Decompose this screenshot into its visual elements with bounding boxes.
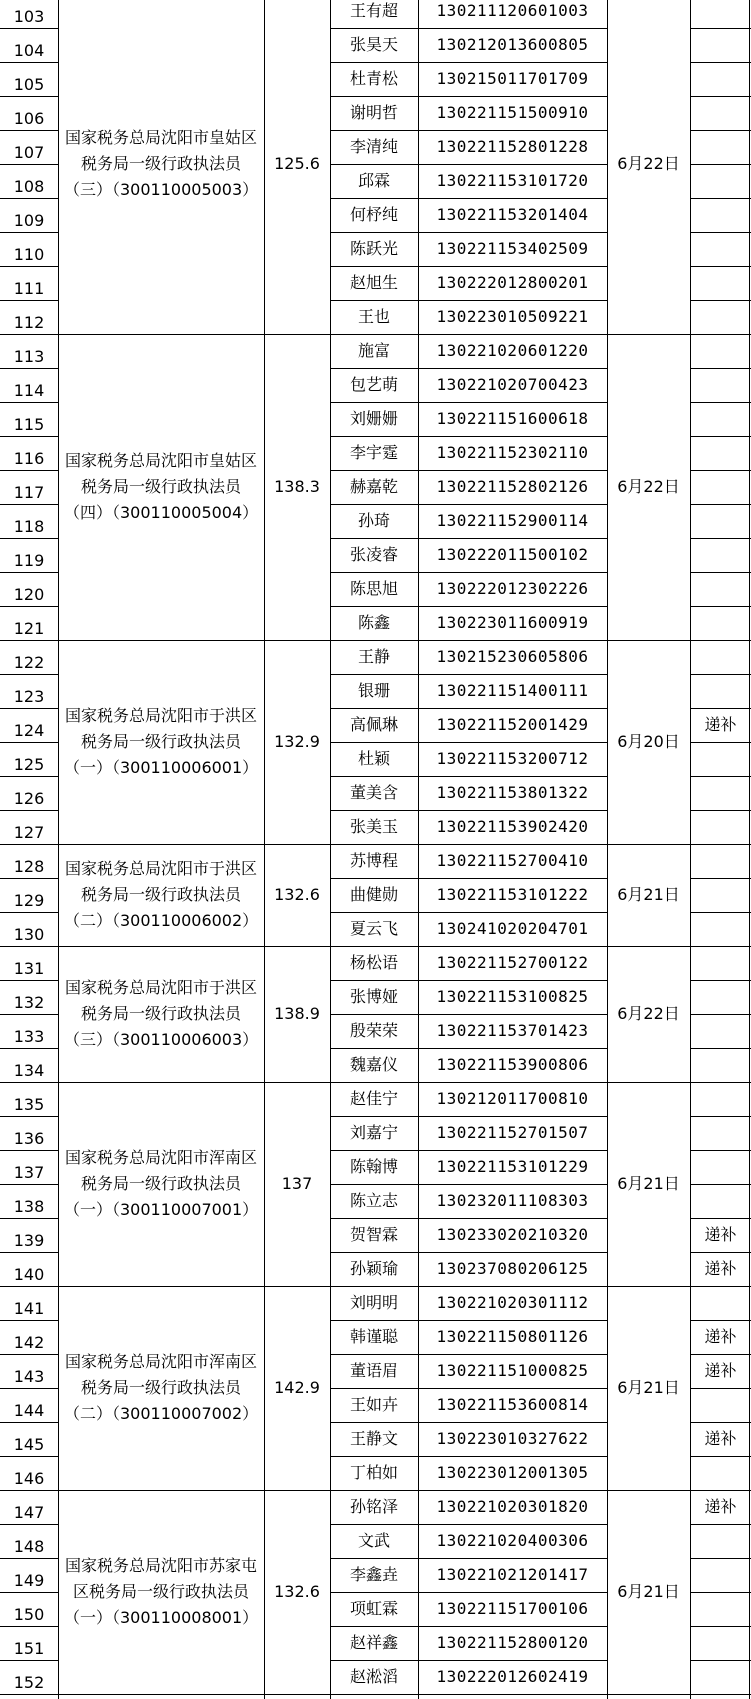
remark xyxy=(690,640,751,674)
post-name: 国家税务总局沈阳市皇姑区税务局一级行政执法员（四）（300110005004） xyxy=(64,451,259,522)
candidate-name: 苏博程 xyxy=(349,851,398,870)
candidate-name: 王静 xyxy=(357,647,390,666)
candidate-name: 刘姗姗 xyxy=(349,409,398,428)
row-number: 142 xyxy=(13,1333,45,1352)
interview-date: 6月20日 xyxy=(617,732,680,751)
cutoff-score: 132.6 xyxy=(274,885,320,904)
grid-line xyxy=(58,0,59,1699)
row-number: 134 xyxy=(13,1061,45,1080)
remark xyxy=(690,1626,751,1660)
interview-date: 6月21日 xyxy=(617,1378,680,1397)
interview-date: 6月21日 xyxy=(617,885,680,904)
candidate-name: 张美玉 xyxy=(349,817,398,836)
grid-line xyxy=(330,0,331,1699)
row-number: 126 xyxy=(13,789,45,808)
row-number: 118 xyxy=(13,517,45,536)
remark xyxy=(690,1524,751,1558)
candidate-name: 杜青松 xyxy=(349,69,398,88)
grid-line xyxy=(607,0,608,1699)
exam-id: 130223010509221 xyxy=(436,307,589,326)
candidate-name: 孙颖瑜 xyxy=(349,1259,398,1278)
remark xyxy=(690,810,751,844)
remark xyxy=(690,198,751,232)
candidate-name: 孙琦 xyxy=(357,511,390,530)
cutoff-score: 132.9 xyxy=(274,732,320,751)
row-number: 143 xyxy=(13,1367,45,1386)
row-number: 106 xyxy=(13,109,45,128)
row-number: 140 xyxy=(13,1265,45,1284)
remark xyxy=(690,674,751,708)
exam-id: 130221153900806 xyxy=(436,1055,589,1074)
row-number: 132 xyxy=(13,993,45,1012)
interview-date: 6月22日 xyxy=(617,477,680,496)
row-number: 120 xyxy=(13,585,45,604)
remark xyxy=(690,606,751,640)
remark xyxy=(690,1014,751,1048)
candidate-name: 陈跃光 xyxy=(349,239,398,258)
remark xyxy=(690,1592,751,1626)
remark xyxy=(690,402,751,436)
candidate-name: 杨松语 xyxy=(349,953,398,972)
row-number: 116 xyxy=(13,449,45,468)
exam-id: 130233020210320 xyxy=(436,1225,589,1244)
interview-date: 6月22日 xyxy=(617,1004,680,1023)
exam-id: 130221151700106 xyxy=(436,1599,589,1618)
candidate-name: 陈思旭 xyxy=(349,579,398,598)
remark xyxy=(690,470,751,504)
exam-id: 130215230605806 xyxy=(436,647,589,666)
row-number: 108 xyxy=(13,177,45,196)
exam-id: 130221153801322 xyxy=(436,783,589,802)
row-number: 124 xyxy=(13,721,45,740)
row-number: 103 xyxy=(13,7,45,26)
exam-id: 130221152701507 xyxy=(436,1123,589,1142)
remark: 递补 xyxy=(704,1259,737,1278)
grid-line xyxy=(418,0,419,1699)
remark xyxy=(690,538,751,572)
row-number: 125 xyxy=(13,755,45,774)
exam-id: 130221153101229 xyxy=(436,1157,589,1176)
candidate-name: 王有超 xyxy=(349,1,398,20)
remark xyxy=(690,0,751,28)
row-number: 122 xyxy=(13,653,45,672)
candidate-name: 王也 xyxy=(357,307,390,326)
exam-id: 130222011500102 xyxy=(436,545,589,564)
candidate-name: 包艺萌 xyxy=(349,375,398,394)
row-number: 111 xyxy=(13,279,45,298)
grid-line xyxy=(264,0,265,1699)
row-number: 148 xyxy=(13,1537,45,1556)
cutoff-score: 142.9 xyxy=(274,1378,320,1397)
remark: 递补 xyxy=(704,1361,737,1380)
remark xyxy=(690,504,751,538)
post-name: 国家税务总局沈阳市浑南区税务局一级行政执法员（二）（300110007002） xyxy=(64,1352,259,1423)
row-number: 128 xyxy=(13,857,45,876)
cutoff-score: 138.9 xyxy=(274,1004,320,1023)
exam-id: 130221153600814 xyxy=(436,1395,589,1414)
candidate-name: 丁柏如 xyxy=(349,1463,398,1482)
candidate-name: 张博娅 xyxy=(349,987,398,1006)
exam-id: 130237080206125 xyxy=(436,1259,589,1278)
exam-id: 130221152302110 xyxy=(436,443,589,462)
candidate-name: 殷荣荣 xyxy=(349,1021,398,1040)
cutoff-score: 125.6 xyxy=(274,154,320,173)
exam-id: 130215011701709 xyxy=(436,69,589,88)
remark xyxy=(690,96,751,130)
remark xyxy=(690,1048,751,1082)
row-number: 144 xyxy=(13,1401,45,1420)
candidate-name: 陈立志 xyxy=(349,1191,398,1210)
candidate-name: 赵淞滔 xyxy=(349,1667,398,1686)
remark xyxy=(690,266,751,300)
remark xyxy=(690,572,751,606)
candidate-name: 韩谨聪 xyxy=(349,1327,398,1346)
exam-id: 130221150801126 xyxy=(436,1327,589,1346)
exam-id: 130221151400111 xyxy=(436,681,589,700)
row-number: 121 xyxy=(13,619,45,638)
exam-id: 130221020400306 xyxy=(436,1531,589,1550)
row-number: 146 xyxy=(13,1469,45,1488)
candidate-name: 张凌睿 xyxy=(349,545,398,564)
exam-id: 130223011600919 xyxy=(436,613,589,632)
row-number: 127 xyxy=(13,823,45,842)
exam-id: 130211120601003 xyxy=(436,1,589,20)
interview-date: 6月22日 xyxy=(617,154,680,173)
remark xyxy=(690,368,751,402)
post-name: 国家税务总局沈阳市于洪区税务局一级行政执法员（一）（300110006001） xyxy=(64,706,259,777)
exam-id: 130221020301820 xyxy=(436,1497,589,1516)
grid-line xyxy=(690,0,691,1699)
row-number: 131 xyxy=(13,959,45,978)
row-number: 129 xyxy=(13,891,45,910)
row-number: 109 xyxy=(13,211,45,230)
candidate-name: 杜颖 xyxy=(357,749,390,768)
candidate-name: 夏云飞 xyxy=(349,919,398,938)
row-number: 149 xyxy=(13,1571,45,1590)
exam-id: 130221152001429 xyxy=(436,715,589,734)
row-number: 151 xyxy=(13,1639,45,1658)
row-number: 135 xyxy=(13,1095,45,1114)
candidate-name: 李宇霆 xyxy=(349,443,398,462)
row-number: 141 xyxy=(13,1299,45,1318)
candidate-name: 高佩琳 xyxy=(349,715,398,734)
exam-id: 130221153701423 xyxy=(436,1021,589,1040)
row-number: 123 xyxy=(13,687,45,706)
candidate-name: 王如卉 xyxy=(349,1395,398,1414)
row-number: 114 xyxy=(13,381,45,400)
row-number: 110 xyxy=(13,245,45,264)
exam-id: 130221152801228 xyxy=(436,137,589,156)
remark xyxy=(690,436,751,470)
candidate-name: 贺智霖 xyxy=(349,1225,398,1244)
exam-id: 130221151500910 xyxy=(436,103,589,122)
remark xyxy=(690,1116,751,1150)
row-number: 112 xyxy=(13,313,45,332)
candidate-name: 王静文 xyxy=(349,1429,398,1448)
row-number: 115 xyxy=(13,415,45,434)
exam-id: 130221152700122 xyxy=(436,953,589,972)
exam-id: 130222012302226 xyxy=(436,579,589,598)
exam-id: 130241020204701 xyxy=(436,919,589,938)
candidate-name: 魏嘉仪 xyxy=(349,1055,398,1074)
interview-date: 6月21日 xyxy=(617,1174,680,1193)
remark xyxy=(690,912,751,946)
row-number: 113 xyxy=(13,347,45,366)
interview-date: 6月21日 xyxy=(617,1582,680,1601)
remark xyxy=(690,232,751,266)
exam-id: 130232011108303 xyxy=(436,1191,589,1210)
remark xyxy=(690,1150,751,1184)
remark xyxy=(690,300,751,334)
exam-id: 130221153200712 xyxy=(436,749,589,768)
grid-line xyxy=(749,0,750,1699)
row-number: 150 xyxy=(13,1605,45,1624)
remark xyxy=(690,946,751,980)
candidate-name: 银珊 xyxy=(357,681,390,700)
remark xyxy=(690,1184,751,1218)
exam-id: 130221153201404 xyxy=(436,205,589,224)
remark xyxy=(690,1660,751,1694)
remark xyxy=(690,334,751,368)
exam-id: 130221153100825 xyxy=(436,987,589,1006)
remark xyxy=(690,1388,751,1422)
remark: 递补 xyxy=(704,1225,737,1244)
remark xyxy=(690,62,751,96)
row-number: 117 xyxy=(13,483,45,502)
row-number: 138 xyxy=(13,1197,45,1216)
candidate-name: 文武 xyxy=(357,1531,390,1550)
row-number: 104 xyxy=(13,41,45,60)
candidate-name: 赵祥鑫 xyxy=(349,1633,398,1652)
remark xyxy=(690,878,751,912)
cutoff-score: 138.3 xyxy=(274,477,320,496)
candidate-name: 邱霖 xyxy=(357,171,390,190)
exam-id: 130221020301112 xyxy=(436,1293,589,1312)
post-name: 国家税务总局沈阳市苏家屯区税务局一级行政执法员（一）（300110008001） xyxy=(64,1556,259,1627)
row-number: 130 xyxy=(13,925,45,944)
remark xyxy=(690,1558,751,1592)
candidate-name: 张昊天 xyxy=(349,35,398,54)
remark xyxy=(690,742,751,776)
remark xyxy=(690,980,751,1014)
remark xyxy=(690,1286,751,1320)
row-number: 152 xyxy=(13,1673,45,1692)
candidate-name: 谢明哲 xyxy=(349,103,398,122)
exam-id: 130221151000825 xyxy=(436,1361,589,1380)
candidate-name: 陈翰博 xyxy=(349,1157,398,1176)
exam-id: 130221152900114 xyxy=(436,511,589,530)
candidate-name: 施富 xyxy=(357,341,390,360)
candidate-name: 项虹霖 xyxy=(349,1599,398,1618)
exam-id: 130222012800201 xyxy=(436,273,589,292)
exam-id: 130223010327622 xyxy=(436,1429,589,1448)
remark xyxy=(690,844,751,878)
cutoff-score: 132.6 xyxy=(274,1582,320,1601)
row-number: 147 xyxy=(13,1503,45,1522)
exam-id: 130221153402509 xyxy=(436,239,589,258)
exam-id: 130221152700410 xyxy=(436,851,589,870)
candidate-name: 刘明明 xyxy=(349,1293,398,1312)
remark xyxy=(690,776,751,810)
candidate-name: 赫嘉乾 xyxy=(349,477,398,496)
candidate-name: 李清纯 xyxy=(349,137,398,156)
candidate-name: 董语眉 xyxy=(349,1361,398,1380)
row-number: 137 xyxy=(13,1163,45,1182)
exam-id: 130212011700810 xyxy=(436,1089,589,1108)
exam-id: 130221152802126 xyxy=(436,477,589,496)
row-number: 107 xyxy=(13,143,45,162)
remark xyxy=(690,28,751,62)
exam-id: 130222012602419 xyxy=(436,1667,589,1686)
exam-id: 130221153902420 xyxy=(436,817,589,836)
candidate-name: 曲健勋 xyxy=(349,885,398,904)
grid-line xyxy=(0,1694,751,1696)
exam-id: 130212013600805 xyxy=(436,35,589,54)
row-number: 145 xyxy=(13,1435,45,1454)
candidate-name: 赵佳宁 xyxy=(349,1089,398,1108)
exam-id: 130221020700423 xyxy=(436,375,589,394)
candidate-name: 刘嘉宁 xyxy=(349,1123,398,1142)
remark: 递补 xyxy=(704,1429,737,1448)
remark: 递补 xyxy=(704,1327,737,1346)
exam-id: 130221021201417 xyxy=(436,1565,589,1584)
remark xyxy=(690,130,751,164)
remark: 递补 xyxy=(704,715,737,734)
exam-id: 130221153101222 xyxy=(436,885,589,904)
row-number: 119 xyxy=(13,551,45,570)
candidate-name: 孙铭泽 xyxy=(349,1497,398,1516)
exam-id: 130221151600618 xyxy=(436,409,589,428)
post-name: 国家税务总局沈阳市于洪区税务局一级行政执法员（三）（300110006003） xyxy=(64,978,259,1049)
remark xyxy=(690,1082,751,1116)
post-name: 国家税务总局沈阳市浑南区税务局一级行政执法员（一）（300110007001） xyxy=(64,1148,259,1219)
row-number: 139 xyxy=(13,1231,45,1250)
exam-id: 130221153101720 xyxy=(436,171,589,190)
candidate-name: 李鑫垚 xyxy=(349,1565,398,1584)
exam-id: 130221020601220 xyxy=(436,341,589,360)
candidate-name: 赵旭生 xyxy=(349,273,398,292)
cutoff-score: 137 xyxy=(281,1174,313,1193)
candidate-name: 陈鑫 xyxy=(357,613,390,632)
post-name: 国家税务总局沈阳市于洪区税务局一级行政执法员（二）（300110006002） xyxy=(64,859,259,930)
candidate-name: 何杼纯 xyxy=(349,205,398,224)
remark: 递补 xyxy=(704,1497,737,1516)
candidate-name: 董美含 xyxy=(349,783,398,802)
row-number: 136 xyxy=(13,1129,45,1148)
exam-id: 130221152800120 xyxy=(436,1633,589,1652)
post-name: 国家税务总局沈阳市皇姑区税务局一级行政执法员（三）（300110005003） xyxy=(64,128,259,199)
remark xyxy=(690,1456,751,1490)
row-number: 105 xyxy=(13,75,45,94)
row-number: 133 xyxy=(13,1027,45,1046)
remark xyxy=(690,164,751,198)
exam-id: 130223012001305 xyxy=(436,1463,589,1482)
